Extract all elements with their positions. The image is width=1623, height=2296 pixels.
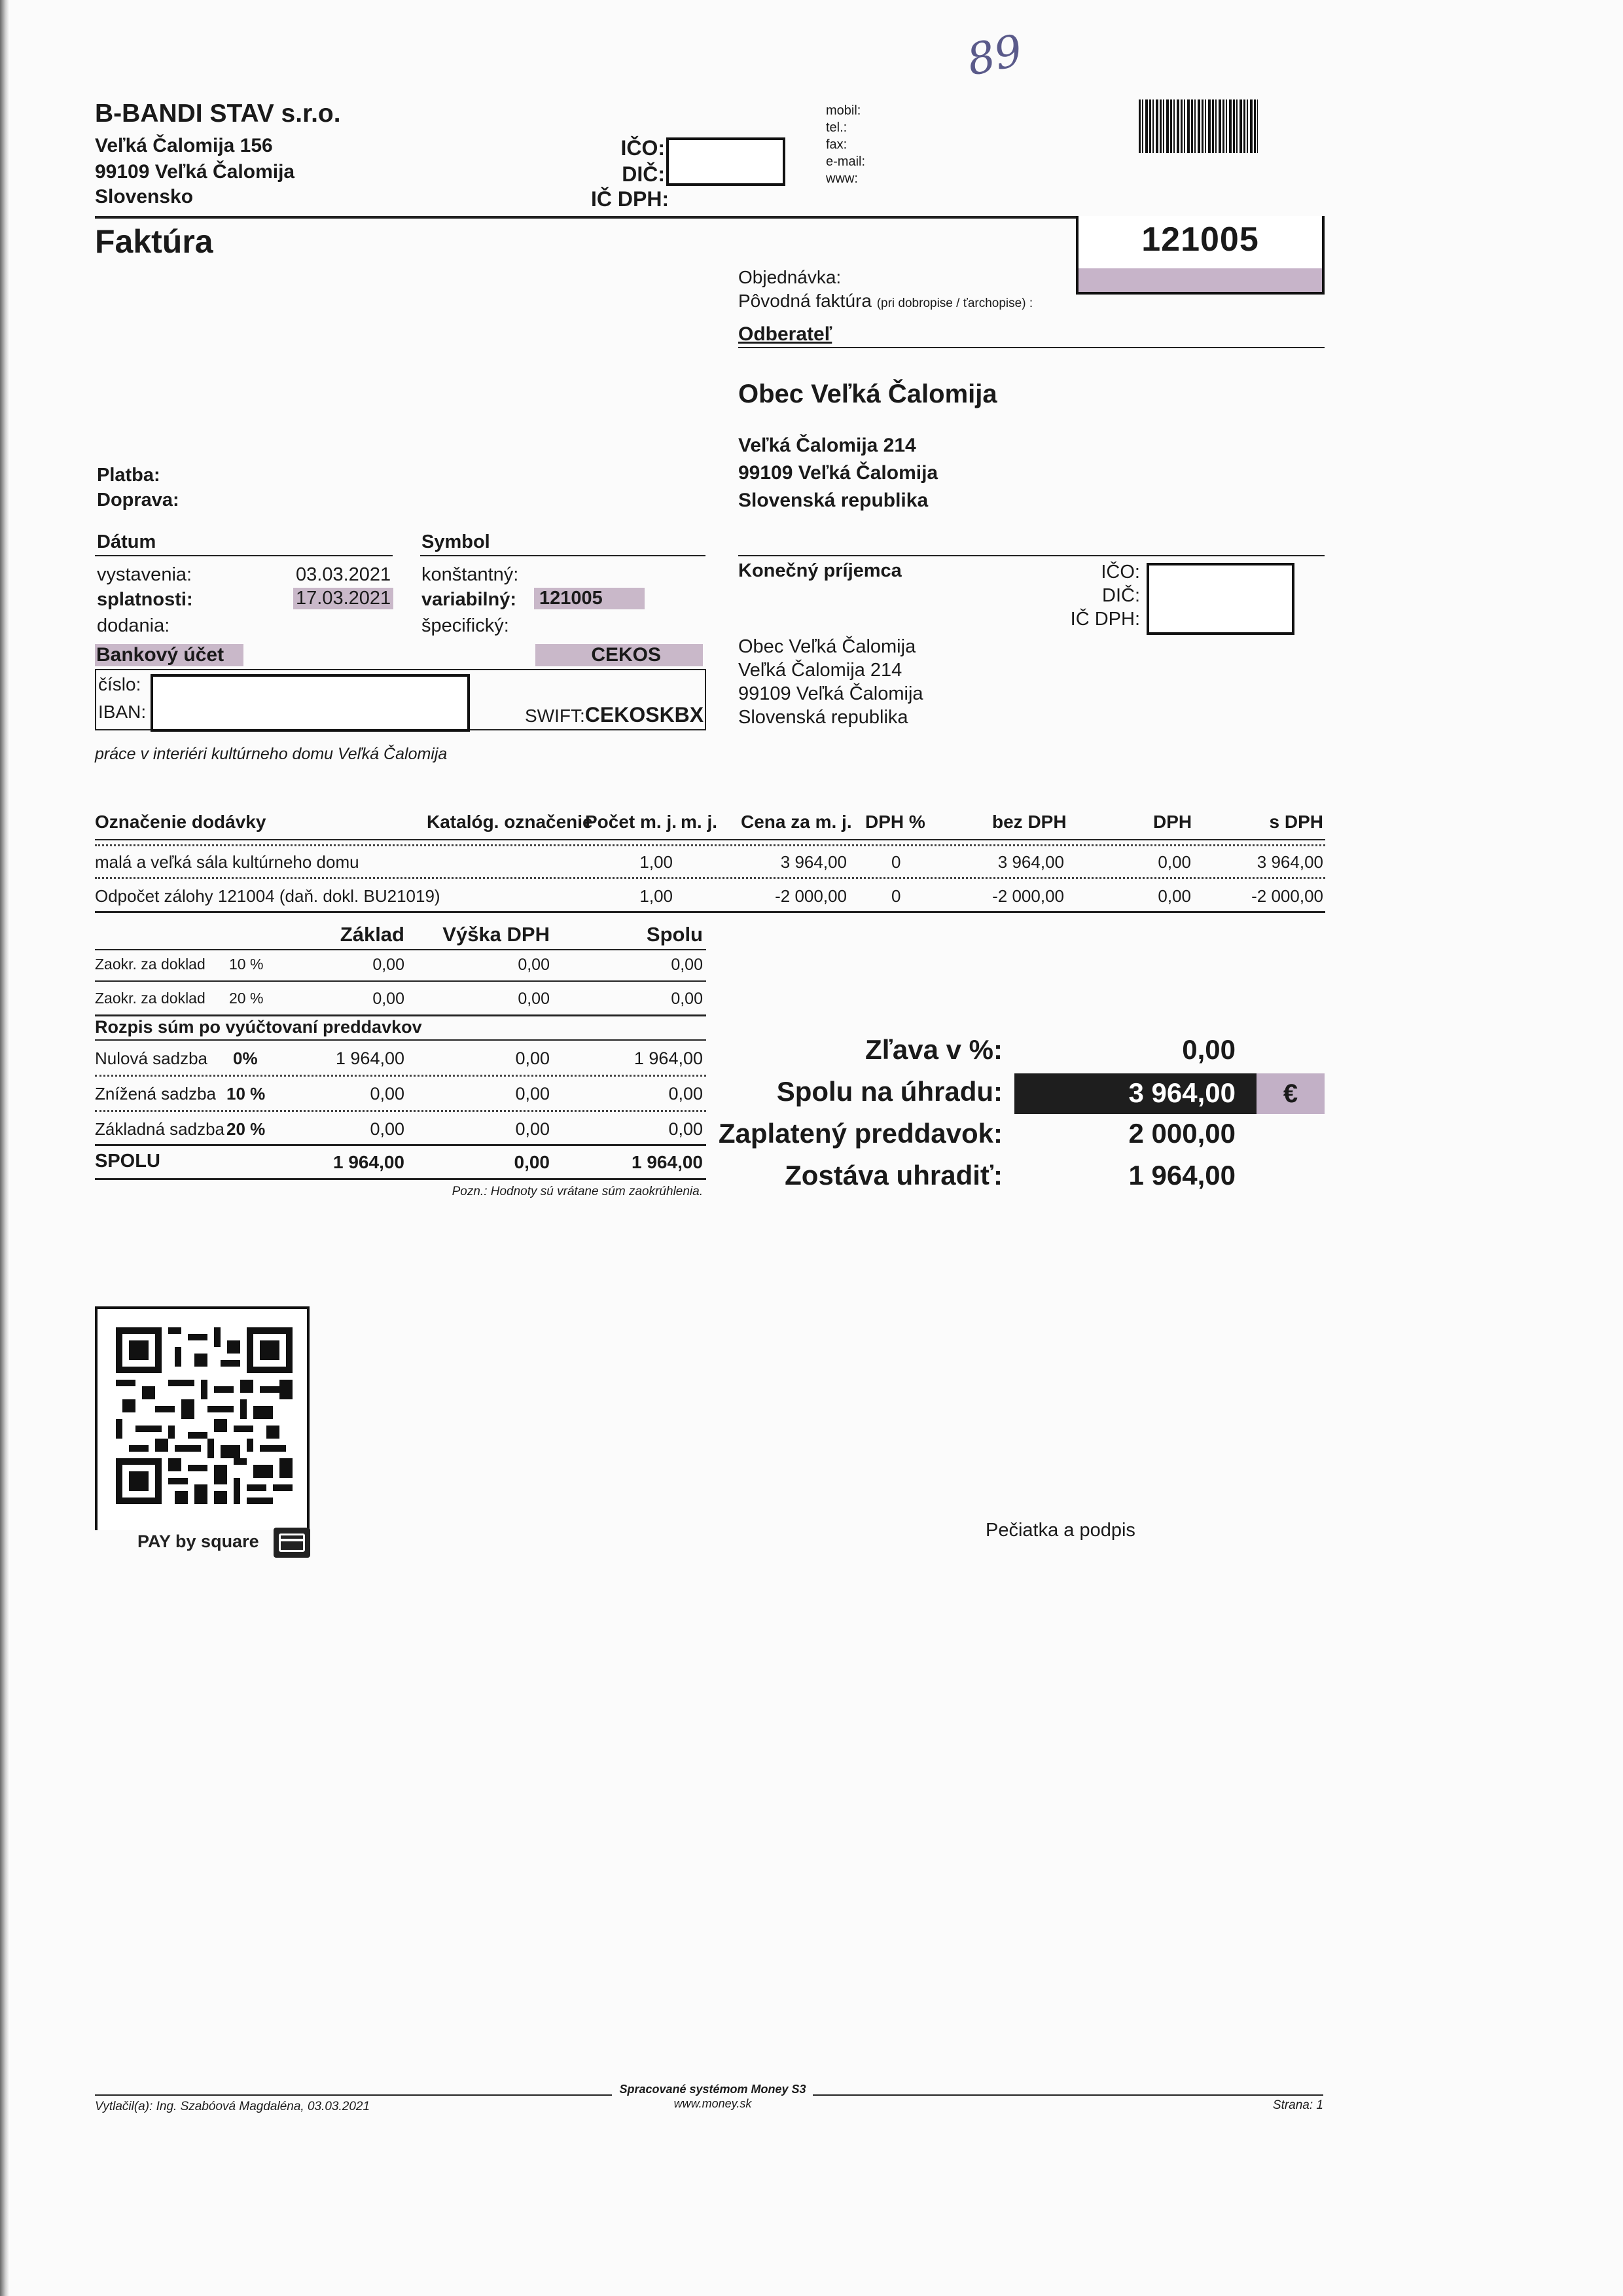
rate-vat: 0,00 (515, 1119, 550, 1139)
rate-vat: 0,00 (515, 1084, 550, 1103)
contact-mobil: mobil: (826, 103, 861, 118)
items-col-unit-price: Cena za m. j. (741, 812, 852, 832)
vat-header-rule (95, 949, 706, 950)
footer-rule-right (813, 2094, 1323, 2096)
supplier-name: B-BANDI STAV s.r.o. (95, 99, 341, 128)
customer-country: Slovenská republika (738, 490, 929, 511)
items-col-vat: DPH (1153, 812, 1192, 832)
currency-badge: € (1257, 1073, 1325, 1114)
item-net: -2 000,00 (992, 886, 1064, 906)
rate-base: 1 964,00 (335, 1049, 404, 1068)
rounding-vat: 0,00 (518, 990, 550, 1008)
printed-by: Vytlačil(a): Ing. Szabóová Magdaléna, 03.03.2021 (95, 2100, 370, 2113)
invoice-number-box (1076, 216, 1325, 295)
original-invoice-label (738, 291, 1033, 312)
vat-total-base: 1 964,00 (333, 1152, 404, 1172)
pay-by-square-caption: PAY by square (137, 1532, 259, 1551)
supplier-street: Veľká Čalomija 156 (95, 135, 273, 156)
item-name: Odpočet zálohy 121004 (daň. dokl. BU21019) (95, 886, 440, 906)
supplier-city: 99109 Veľká Čalomija (95, 161, 295, 183)
rate-row-dots (95, 1110, 706, 1112)
rounding-rate: 20 % (229, 990, 264, 1007)
items-row-dots (95, 877, 1325, 879)
item-quantity: 1,00 (639, 886, 673, 906)
item-unit-price: 3 964,00 (780, 852, 847, 872)
system-name: Spracované systémom Money S3 (619, 2083, 806, 2096)
page-number: Strana: 1 (1272, 2098, 1323, 2112)
specific-symbol-label: špecifický: (421, 615, 509, 636)
item-gross: 3 964,00 (1257, 852, 1323, 872)
card-icon (274, 1528, 310, 1558)
item-vat: 0,00 (1158, 886, 1191, 906)
vat-rounding-rule (95, 1014, 706, 1016)
contact-email: e-mail: (826, 154, 866, 169)
items-col-unit: m. j. (681, 812, 718, 832)
vat-total-total: 1 964,00 (632, 1152, 703, 1172)
items-col-quantity: Počet m. j. (585, 812, 677, 832)
items-bottom-rule (95, 911, 1325, 913)
contact-tel: tel.: (826, 120, 847, 135)
system-url: www.money.sk (673, 2097, 752, 2110)
item-quantity: 1,00 (639, 852, 673, 872)
vat-total-rule-bottom (95, 1178, 706, 1180)
variable-symbol-value: 121005 (534, 588, 645, 609)
rounding-rate: 10 % (229, 956, 264, 973)
vat-col-base: Základ (340, 923, 404, 946)
vat-note: Pozn.: Hodnoty sú vrátane súm zaokrúhlenia. (452, 1185, 703, 1198)
qr-frame (95, 1306, 310, 1530)
dates-rule (95, 555, 393, 556)
original-invoice-note: (pri dobropise / ťarchopise) : (876, 296, 1033, 310)
supplier-country: Slovensko (95, 186, 194, 207)
bank-name: CEKOS (535, 644, 703, 666)
symbols-header: Symbol (421, 531, 490, 552)
item-vat-pct: 0 (891, 886, 901, 906)
qr-code-image (116, 1327, 293, 1504)
final-recipient-icdph: IČ DPH: (1070, 609, 1140, 630)
remaining-value: 1 964,00 (1128, 1160, 1236, 1191)
rounding-base: 0,00 (372, 990, 404, 1008)
discount-label: Zľava v %: (865, 1034, 1003, 1065)
breakdown-title: Rozpis súm po vyúčtovaní preddavkov (95, 1017, 422, 1037)
items-col-gross: s DPH (1269, 812, 1323, 832)
final-recipient-dic: DIČ: (1102, 585, 1140, 606)
final-recipient-country: Slovenská republika (738, 707, 908, 728)
bank-account-box (151, 674, 470, 732)
bank-account-label: Bankový účet (95, 644, 243, 666)
rounding-label: Zaokr. za doklad (95, 990, 205, 1007)
remaining-label: Zostáva uhradiť: (785, 1160, 1003, 1191)
invoice-number: 121005 (1141, 221, 1259, 259)
contact-www: www: (826, 171, 858, 186)
rate-total: 1 964,00 (633, 1049, 703, 1068)
final-recipient-street: Veľká Čalomija 214 (738, 660, 902, 681)
document-title: Faktúra (95, 223, 213, 260)
barcode-image (1139, 99, 1258, 153)
supplier-dic-label: DIČ: (622, 162, 665, 186)
final-recipient-name: Obec Veľká Čalomija (738, 636, 916, 657)
original-invoice-prefix: Pôvodná faktúra (738, 291, 872, 311)
customer-street: Veľká Čalomija 214 (738, 435, 916, 456)
items-col-designation: Označenie dodávky (95, 812, 266, 832)
footer-rule-left (95, 2094, 612, 2096)
order-label: Objednávka: (738, 267, 842, 287)
rate-value: 0% (233, 1049, 258, 1068)
discount-value: 0,00 (1182, 1034, 1236, 1065)
rate-vat: 0,00 (515, 1049, 550, 1068)
delivery-date-label: dodania: (97, 615, 170, 636)
swift-value: CEKOSKBX (584, 703, 704, 726)
vat-total-vat: 0,00 (514, 1152, 550, 1172)
rate-label: Základná sadzba (95, 1119, 225, 1139)
items-col-catalog: Katalóg. označenie (427, 812, 593, 832)
rate-base: 0,00 (370, 1084, 404, 1103)
items-col-vat-pct: DPH % (865, 812, 925, 832)
total-due-value: 3 964,00 (1128, 1077, 1236, 1108)
item-vat-pct: 0 (891, 852, 901, 872)
rounding-total: 0,00 (671, 990, 703, 1008)
stamp-signature-label: Pečiatka a podpis (986, 1520, 1135, 1541)
item-name: malá a veľká sála kultúrneho domu (95, 852, 359, 872)
transport-label: Doprava: (97, 490, 179, 511)
customer-city: 99109 Veľká Čalomija (738, 462, 938, 484)
rate-row-dots (95, 1075, 706, 1077)
variable-symbol-label: variabilný: (421, 589, 517, 610)
final-recipient-rule (738, 555, 1325, 556)
items-header-dots (95, 844, 1325, 846)
final-recipient-city: 99109 Veľká Čalomija (738, 683, 923, 704)
symbols-rule (420, 555, 705, 556)
supplier-ico-label: IČO: (620, 136, 665, 160)
item-gross: -2 000,00 (1251, 886, 1323, 906)
customer-section-label: Odberateľ (738, 323, 832, 345)
swift-label: SWIFT: (525, 706, 585, 726)
rounding-vat: 0,00 (518, 956, 550, 974)
scan-edge-shadow (0, 0, 9, 2296)
vat-row-rule (95, 980, 706, 982)
supplier-icdph-label: IČ DPH: (591, 187, 669, 211)
item-net: 3 964,00 (997, 852, 1064, 872)
item-unit-price: -2 000,00 (775, 886, 847, 906)
dates-header: Dátum (97, 531, 156, 552)
rounding-base: 0,00 (372, 956, 404, 974)
rate-label: Znížená sadzba (95, 1084, 217, 1103)
invoice-description: práce v interiéri kultúrneho domu Veľká Čalomija (95, 745, 448, 763)
rate-value: 20 % (226, 1119, 266, 1139)
handwritten-note: 89 (962, 25, 1027, 86)
vat-col-total: Spolu (646, 923, 703, 946)
rate-value: 10 % (226, 1084, 266, 1103)
rounding-label: Zaokr. za doklad (95, 956, 205, 973)
constant-symbol-label: konštantný: (421, 564, 519, 585)
swift (525, 703, 704, 727)
advance-paid-label: Zaplatený preddavok: (718, 1118, 1003, 1149)
issue-date-value: 03.03.2021 (296, 564, 391, 585)
breakdown-rule (95, 1039, 706, 1041)
vat-col-vat: Výška DPH (442, 923, 550, 946)
vat-total-rule-top (95, 1144, 706, 1146)
advance-paid-value: 2 000,00 (1128, 1118, 1236, 1149)
final-recipient-label: Konečný príjemca (738, 560, 902, 581)
issue-date-label: vystavenia: (97, 564, 192, 585)
items-col-net: bez DPH (992, 812, 1067, 832)
bank-number-label: číslo: (98, 674, 141, 694)
rate-total: 0,00 (668, 1119, 703, 1139)
rounding-total: 0,00 (671, 956, 703, 974)
total-due-label: Spolu na úhradu: (776, 1076, 1003, 1107)
items-header-rule (95, 839, 1325, 840)
rate-base: 0,00 (370, 1119, 404, 1139)
due-date-value: 17.03.2021 (293, 588, 393, 609)
customer-name: Obec Veľká Čalomija (738, 380, 997, 408)
due-date-label: splatnosti: (97, 589, 193, 610)
payment-method-label: Platba: (97, 465, 160, 486)
final-recipient-id-box (1147, 563, 1294, 635)
rate-label: Nulová sadzba (95, 1049, 207, 1068)
contact-fax: fax: (826, 137, 847, 152)
item-vat: 0,00 (1158, 852, 1191, 872)
iban-label: IBAN: (98, 702, 147, 722)
vat-total-label: SPOLU (95, 1151, 160, 1172)
supplier-id-box (666, 137, 785, 186)
final-recipient-ico: IČO: (1101, 562, 1140, 583)
rate-total: 0,00 (668, 1084, 703, 1103)
customer-rule (738, 347, 1325, 348)
